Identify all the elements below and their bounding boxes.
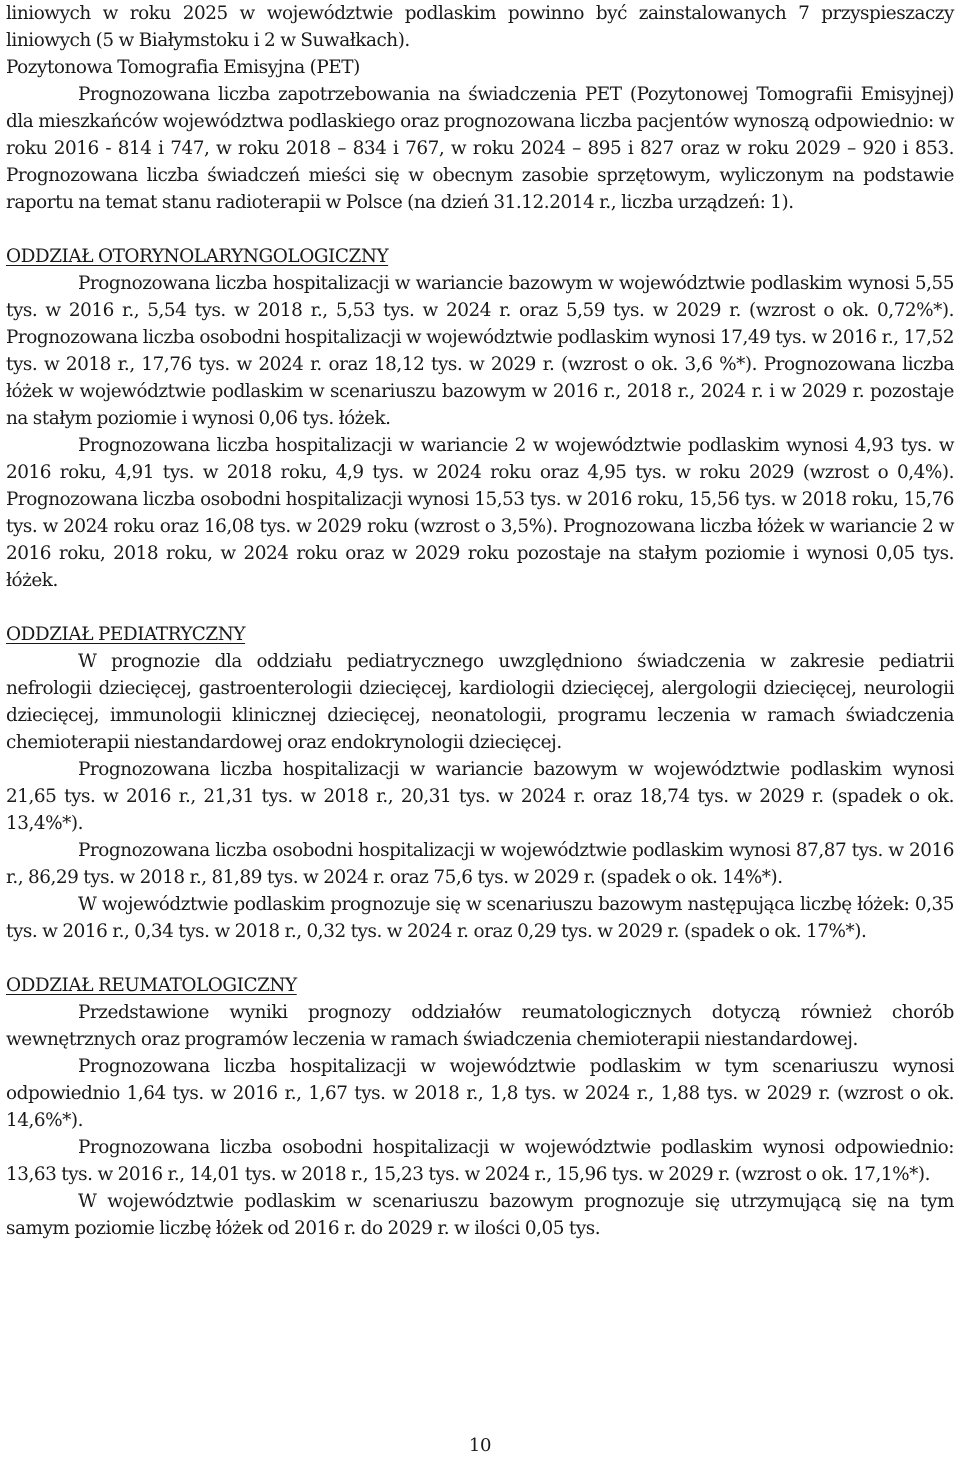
section-spacer	[6, 594, 954, 621]
ped-paragraph-scope: W prognozie dla oddziału pediatrycznego uwzględniono świadczenia w zakresie pediatrii nefrologii dziecięcej, gastroenterologii dziecięcej, kardiologii dziecięcej, alergologii dziecięcej, neurologii dziecięcej, immunologii klinicznej dziecięcej, neonatologii, programu leczenia w ramach świadczenia chemioterapii niestandardowej oraz endokrynologii dziecięcej.	[6, 651, 954, 753]
section-spacer	[6, 216, 954, 243]
reu-paragraph-hospitalizations: Prognozowana liczba hospitalizacji w województwie podlaskim w tym scenariuszu wynosi odpowiednio 1,64 tys. w 2016 r., 1,67 tys. w 2018 r., 1,8 tys. w 2024 r., 1,88 tys. w 2029 r. (wzrost o ok. 14,6%*).	[6, 1056, 954, 1131]
ped-paragraph-hospitalizations: Prognozowana liczba hospitalizacji w wariancie bazowym w województwie podlaskim wynosi 21,65 tys. w 2016 r., 21,31 tys. w 2018 r., 20,31 tys. w 2024 r. oraz 18,74 tys. w 2029 r. (spadek o ok. 13,4%*).	[6, 759, 954, 834]
ped-paragraph-beds: W województwie podlaskim prognozuje się w scenariuszu bazowym następująca liczbę łóżek: 0,35 tys. w 2016 r., 0,34 tys. w 2018 r., 0,32 tys. w 2024 r. oraz 0,29 tys. w 2029 r. (spadek o ok. 17%*).	[6, 894, 954, 942]
page-number: 10	[468, 1435, 492, 1456]
pet-section-heading: Pozytonowa Tomografia Emisyjna (PET)	[6, 57, 360, 78]
pet-paragraph: Prognozowana liczba zapotrzebowania na świadczenia PET (Pozytonowej Tomografii Emisyjnej) dla mieszkańców województwa podlaskiego oraz prognozowana liczba pacjentów wynoszą odpowiednio: w roku 2016 - 814 i 747, w roku 2018 – 834 i 767, w roku 2024 – 895 i 827 oraz w roku 2029 – 920 i 853. Prognozowana liczba świadczeń mieści się w obecnym zasobie sprzętowym, wyliczonym na podstawie raportu na temat stanu radioterapii w Polsce (na dzień 31.12.2014 r., liczba urządzeń: 1).	[6, 84, 954, 213]
ped-section-heading: ODDZIAŁ PEDIATRYCZNY	[6, 624, 246, 645]
reu-section-heading: ODDZIAŁ REUMATOLOGICZNY	[6, 975, 297, 996]
section-spacer	[6, 945, 954, 972]
document-page	[6, 0, 954, 1242]
reu-paragraph-patient-days: Prognozowana liczba osobodni hospitalizacji w województwie podlaskim wynosi odpowiednio: 13,63 tys. w 2016 r., 14,01 tys. w 2018 r., 15,23 tys. w 2024 r., 15,96 tys. w 2029 r. (wzrost o ok. 17,1%*).	[6, 1137, 954, 1185]
ped-paragraph-patient-days: Prognozowana liczba osobodni hospitalizacji w województwie podlaskim wynosi 87,87 tys. w 2016 r., 86,29 tys. w 2018 r., 81,89 tys. w 2024 r. oraz 75,6 tys. w 2029 r. (spadek o ok. 14%*).	[6, 840, 954, 888]
reu-paragraph-beds: W województwie podlaskim w scenariuszu bazowym prognozuje się utrzymującą się na tym samym poziomie liczbę łóżek od 2016 r. do 2029 r. w ilości 0,05 tys.	[6, 1191, 954, 1239]
oto-paragraph-variant2: Prognozowana liczba hospitalizacji w wariancie 2 w województwie podlaskim wynosi 4,93 tys. w 2016 roku, 4,91 tys. w 2018 roku, 4,9 tys. w 2024 roku oraz 4,95 tys. w roku 2029 (wzrost o 0,4%). Prognozowana liczba osobodni hospitalizacji wynosi 15,53 tys. w 2016 roku, 15,56 tys. w 2018 roku, 15,76 tys. w 2024 roku oraz 16,08 tys. w 2029 roku (wzrost o 3,5%). Prognozowana liczba łóżek w wariancie 2 w 2016 roku, 2018 roku, w 2024 roku oraz w 2029 roku pozostaje na stałym poziomie i wynosi 0,05 tys. łóżek.	[6, 435, 954, 591]
reu-paragraph-scope: Przedstawione wyniki prognozy oddziałów reumatologicznych dotyczą również chorób wewnętrznych oraz programów leczenia w ramach świadczenia chemioterapii niestandardowej.	[6, 1002, 954, 1050]
oto-section-heading: ODDZIAŁ OTORYNOLARYNGOLOGICZNY	[6, 246, 389, 267]
pet-continuation-paragraph: liniowych w roku 2025 w województwie podlaskim powinno być zainstalowanych 7 przyspieszaczy liniowych (5 w Białymstoku i 2 w Suwałkach).	[6, 3, 954, 51]
oto-paragraph-baseline: Prognozowana liczba hospitalizacji w wariancie bazowym w województwie podlaskim wynosi 5,55 tys. w 2016 r., 5,54 tys. w 2018 r., 5,53 tys. w 2024 r. oraz 5,59 tys. w 2029 r. (wzrost o ok. 0,72%*). Prognozowana liczba osobodni hospitalizacji w województwie podlaskim wynosi 17,49 tys. w 2016 r., 17,52 tys. w 2018 r., 17,76 tys. w 2024 r. oraz 18,12 tys. w 2029 r. (wzrost o ok. 3,6 %*). Prognozowana liczba łóżek w województwie podlaskim w scenariuszu bazowym w 2016 r., 2018 r., 2024 r. i w 2029 r. pozostaje na stałym poziomie i wynosi 0,06 tys. łóżek.	[6, 273, 954, 429]
